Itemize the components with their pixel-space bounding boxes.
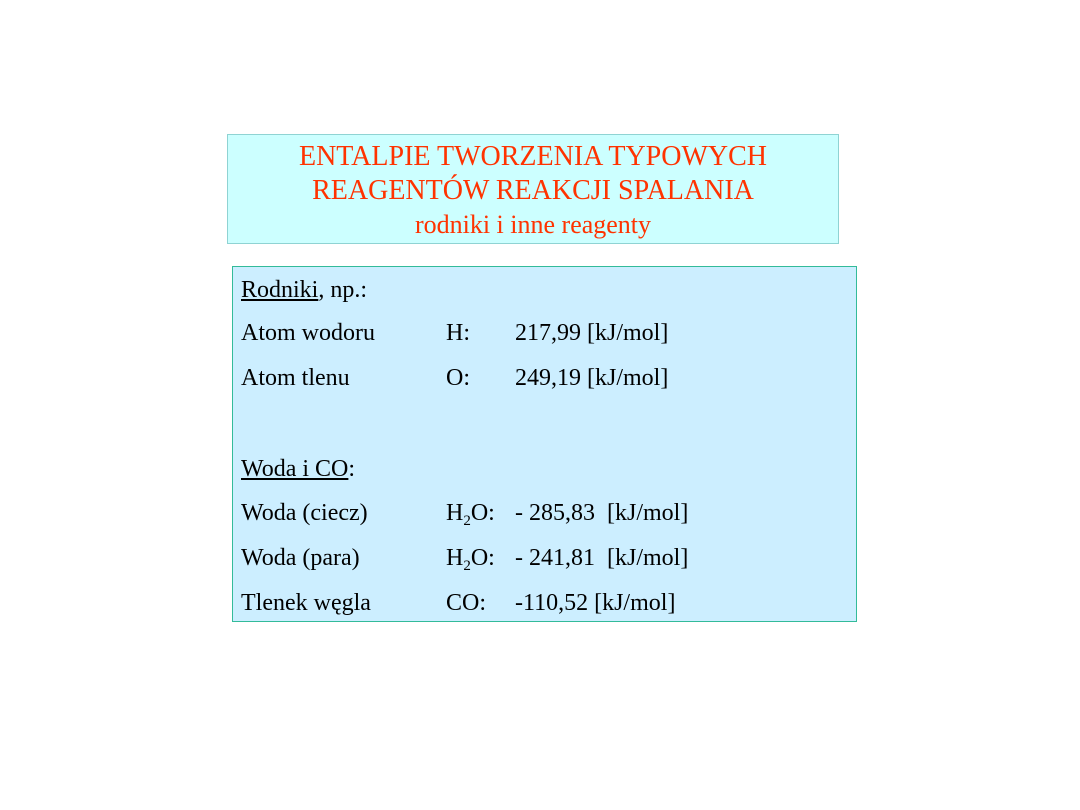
row-name: Atom tlenu bbox=[241, 365, 350, 391]
row-value: 217,99 [kJ/mol] bbox=[515, 320, 669, 346]
row-name: Woda (para) bbox=[241, 545, 360, 571]
symbol-main: H bbox=[446, 545, 464, 571]
row-value: -110,52 [kJ/mol] bbox=[515, 590, 676, 616]
radicals-heading-suffix: , np.: bbox=[318, 277, 368, 303]
symbol-subscript: 2 bbox=[463, 558, 471, 574]
row-name: Woda (ciecz) bbox=[241, 500, 368, 526]
symbol-main: H bbox=[446, 500, 464, 526]
radicals-heading bbox=[241, 275, 367, 305]
row-name: Tlenek węgla bbox=[241, 590, 371, 616]
water-co-heading-label: Woda i CO bbox=[241, 456, 349, 482]
title-box bbox=[227, 134, 839, 244]
row-value: - 285,83 [kJ/mol] bbox=[515, 500, 689, 526]
content-box bbox=[232, 266, 857, 622]
row-value: - 241,81 [kJ/mol] bbox=[515, 545, 689, 571]
water-co-heading-suffix: : bbox=[348, 456, 356, 482]
row-symbol bbox=[446, 543, 495, 573]
row-name: Atom wodoru bbox=[241, 320, 375, 346]
subtitle: rodniki i inne reagenty bbox=[414, 210, 652, 239]
symbol-rest: O: bbox=[470, 545, 495, 571]
title-line-1: ENTALPIE TWORZENIA TYPOWYCH bbox=[298, 141, 767, 172]
row-symbol: CO: bbox=[446, 590, 487, 616]
row-symbol: H: bbox=[446, 320, 470, 346]
radicals-heading-label: Rodniki bbox=[241, 277, 319, 303]
row-value: 249,19 [kJ/mol] bbox=[515, 365, 669, 391]
symbol-rest: O: bbox=[470, 500, 495, 526]
title-line-2: REAGENTÓW REAKCJI SPALANIA bbox=[312, 175, 754, 206]
row-symbol bbox=[446, 498, 495, 528]
row-symbol: O: bbox=[446, 365, 470, 391]
symbol-subscript: 2 bbox=[463, 513, 471, 529]
water-co-heading bbox=[241, 454, 355, 484]
